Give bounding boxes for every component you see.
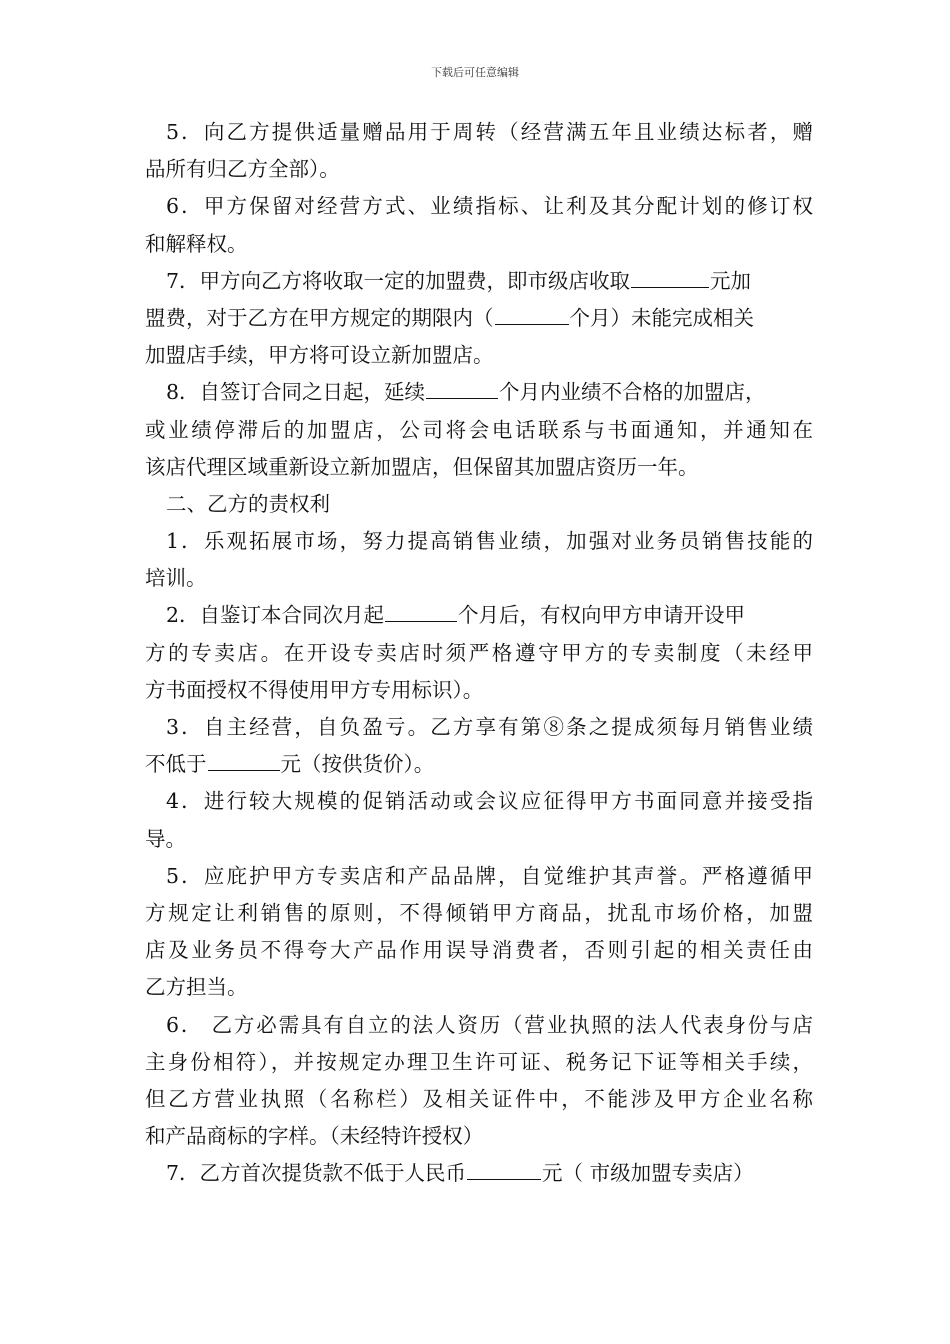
clause-b2-line-2: 方的专卖店。在开设专卖店时须严格遵守甲方的专卖制度（未经甲 [145,640,813,665]
clause-8-line-2: 或业绩停滞后的加盟店，公司将会电话联系与书面通知，并通知在 [145,417,813,442]
clause-b4-line-1: 4．进行较大规模的促销活动或会议应征得甲方书面同意并接受指 [166,789,813,814]
clause-5-line-2: 品所有归乙方全部）。 [145,157,340,182]
clause-b7-text-a: 7．乙方首次提货款不低于人民币 [166,1161,467,1186]
clause-b6-line-1: 6． 乙方必需具有自立的法人资历（营业执照的法人代表身份与店 [166,1012,813,1037]
clause-6-line-1: 6．甲方保留对经营方式、业绩指标、让利及其分配计划的修订权 [166,194,813,219]
clause-b2-text-b: 个月后，有权向甲方申请开设甲 [458,603,746,628]
clause-b5-line-4: 乙方担当。 [145,975,248,1000]
clause-b6-line-4: 和产品商标的字样。（未经特许授权） [145,1124,484,1149]
clause-6-line-2: 和解释权。 [145,231,248,256]
clause-b2-text-a: 2．自鉴订本合同次月起 [166,603,385,628]
months-blank [385,601,457,622]
clause-b3-line-1: 3．自主经营，自负盈亏。乙方享有第⑧条之提成须每月销售业绩 [166,715,813,739]
clause-5-line-1: 5．向乙方提供适量赠品用于周转（经营满五年且业绩达标者，赠 [166,120,813,144]
clause-8-line-3: 该店代理区域重新设立新加盟店，但保留其加盟店资历一年。 [145,454,699,479]
clause-b4-line-2: 导。 [145,826,186,851]
clause-7-line-2 [145,300,813,337]
clause-b5-line-3: 店及业务员不得夸大产品作用误导消费者，否则引起的相关责任由 [145,938,813,963]
clause-b5-line-1: 5．应庇护甲方专卖店和产品品牌，自觉维护其声誉。严格遵循甲 [166,863,813,888]
clause-7-text-b: 元加 [710,268,752,293]
clause-b6-line-2: 主身份相符），并按规定办理卫生许可证、税务记下证等相关手续， [145,1049,813,1074]
clause-b6-line-3: 但乙方营业执照（名称栏）及相关证件中，不能涉及甲方企业名称 [145,1086,813,1111]
franchise-fee-blank [631,267,709,288]
clause-7-text-c: 盟费，对于乙方在甲方规定的期限内（ [145,305,494,330]
clause-b7-line-1 [145,1155,813,1192]
clause-8-text-b: 个月内业绩不合格的加盟店， [499,380,766,405]
clause-7-text-a: 7．甲方向乙方将收取一定的加盟费，即市级店收取 [166,268,631,293]
clause-b3-text-b: 元（按供货价）。 [280,752,435,777]
section-heading: 二、乙方的责权利 [166,491,330,516]
clause-b1-line-1: 1．乐观拓展市场，努力提高销售业绩，加强对业务员销售技能的 [166,529,813,554]
clause-b5-line-2: 方规定让利销售的原则，不得倾销甲方商品，扰乱市场价格，加盟 [145,900,813,925]
clause-b2-line-3: 方书面授权不得使用甲方专用标识）。 [145,677,484,702]
clause-7-line-1 [145,263,813,300]
months-blank [495,304,569,325]
document-body [145,114,813,1192]
clause-b7-text-b: 元（ 市级加盟专卖店） [542,1161,754,1186]
clause-7-line-3: 加盟店手续，甲方将可设立新加盟店。 [145,343,494,368]
clause-b2-line-1 [145,597,813,634]
clause-b3-line-2 [145,746,813,783]
clause-8-text-a: 8．自签订合同之日起，延续 [166,380,426,405]
payment-amount-blank [467,1159,541,1180]
page-header: 下载后可任意编辑 [431,66,519,79]
clause-8-line-1 [145,374,813,411]
clause-7-text-d: 个月）未能完成相关 [569,305,754,330]
sales-amount-blank [208,750,280,771]
clause-b3-text-a: 不低于 [145,752,207,777]
months-blank [426,378,498,399]
clause-b1-line-2: 培训。 [145,566,207,591]
